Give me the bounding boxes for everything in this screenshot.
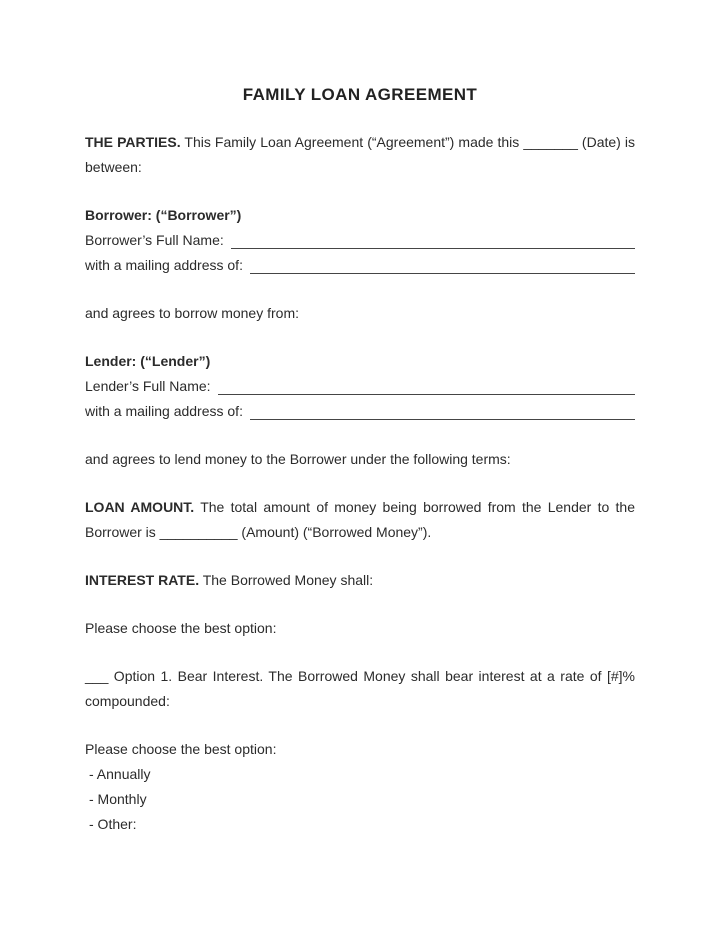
lender-address-label: with a mailing address of: <box>85 403 243 419</box>
lend-terms-paragraph: and agrees to lend money to the Borrower under the following terms: <box>85 451 511 467</box>
document-title: FAMILY LOAN AGREEMENT <box>242 85 478 104</box>
frequency-option-monthly: - Monthly <box>89 791 147 807</box>
option1-line-1: ___ Option 1. Bear Interest. The Borrowed Money shall bear interest at a rate of [#]% <box>85 668 635 684</box>
lender-heading: Lender: (“Lender”) <box>85 353 211 369</box>
option1-paragraph <box>85 664 635 714</box>
borrower-address-label: with a mailing address of: <box>85 257 243 273</box>
compound-frequency-section <box>85 737 635 837</box>
parties-paragraph <box>85 130 635 180</box>
lender-address-field <box>85 399 635 424</box>
lender-name-field <box>85 374 635 399</box>
loan-amount-lead: LOAN AMOUNT. <box>85 499 195 515</box>
lender-name-blank-line <box>218 374 635 395</box>
interest-rate-paragraph <box>85 568 635 593</box>
lender-address-blank-line <box>250 399 635 420</box>
choose-option-prompt-2: Please choose the best option: <box>85 741 277 757</box>
frequency-option-annually: - Annually <box>89 766 151 782</box>
option1-line-2: compounded: <box>85 693 170 709</box>
borrow-from-paragraph: and agrees to borrow money from: <box>85 305 299 321</box>
loan-amount-line-2: Borrower is __________ (Amount) (“Borrowed Money”). <box>85 524 432 540</box>
parties-line-1-text: This Family Loan Agreement (“Agreement”) made this _______ (Date) is <box>184 134 635 150</box>
parties-line-1 <box>85 130 635 155</box>
lender-section <box>85 349 635 424</box>
borrower-section <box>85 203 635 278</box>
borrower-name-label: Borrower’s Full Name: <box>85 232 224 248</box>
lender-name-label: Lender’s Full Name: <box>85 378 211 394</box>
loan-amount-line-1-text: The total amount of money being borrowed from the Lender to the <box>200 499 636 515</box>
interest-rate-text: The Borrowed Money shall: <box>202 572 374 588</box>
borrower-address-field <box>85 253 635 278</box>
borrower-name-blank-line <box>231 228 635 249</box>
borrower-address-blank-line <box>250 253 635 274</box>
frequency-option-other: - Other: <box>89 816 137 832</box>
choose-option-prompt-1: Please choose the best option: <box>85 620 277 636</box>
borrower-name-field <box>85 228 635 253</box>
loan-amount-paragraph <box>85 495 635 545</box>
parties-line-2: between: <box>85 159 142 175</box>
loan-amount-line-1 <box>85 495 635 520</box>
parties-lead: THE PARTIES. <box>85 134 181 150</box>
borrower-heading: Borrower: (“Borrower”) <box>85 207 242 223</box>
interest-rate-lead: INTEREST RATE. <box>85 572 200 588</box>
